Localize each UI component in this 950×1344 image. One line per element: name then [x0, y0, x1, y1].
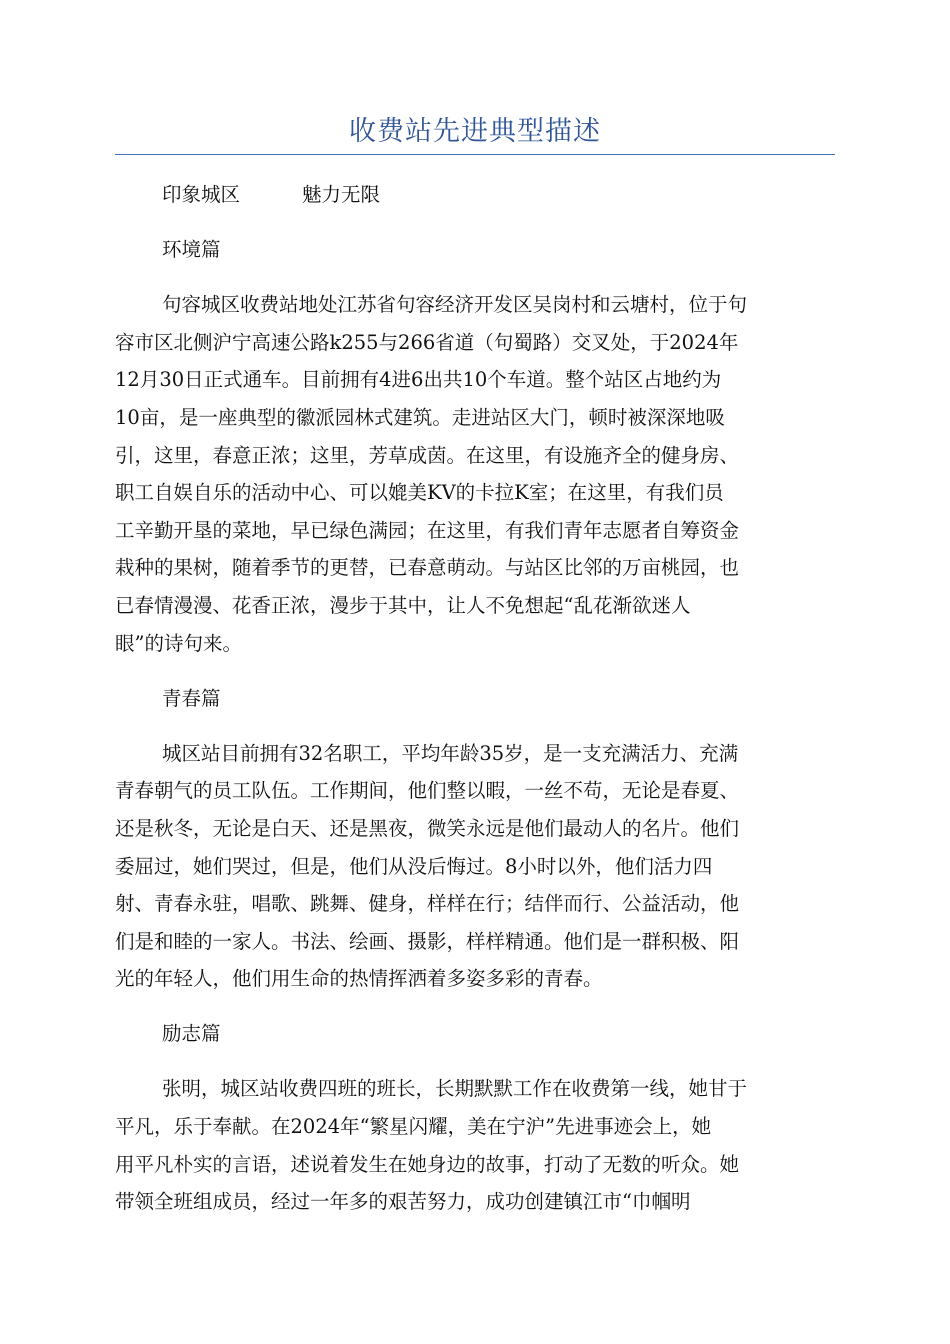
paragraph-line: 委屈过，她们哭过，但是，他们从没后悔过。8小时以外，他们活力四: [115, 854, 713, 878]
section-heading-youth: 青春篇: [162, 686, 221, 710]
paragraph-line: 用平凡朴实的言语，述说着发生在她身边的故事，打动了无数的听众。她: [115, 1152, 740, 1176]
document-title: 收费站先进典型描述: [349, 116, 601, 147]
paragraph-line: 眼”的诗句来。: [115, 631, 242, 655]
paragraph-line: 青春朝气的员工队伍。工作期间，他们整以暇，一丝不苟，无论是春夏、: [115, 779, 740, 803]
paragraph-line: 12月30日正式通车。目前拥有4进6出共10个车道。整个站区占地约为: [115, 368, 722, 392]
paragraph-line: 平凡，乐于奉献。在2024年“繁星闪耀，美在宁沪”先进事迹会上，她: [115, 1115, 712, 1139]
paragraph-youth: [115, 735, 835, 998]
paragraph-environment: [115, 286, 835, 662]
motto-left: 印象城区: [162, 183, 241, 206]
motto-right: 魅力无限: [302, 183, 381, 206]
paragraph-line: 已春情漫漫、花香正浓，漫步于其中，让人不免想起“乱花渐欲迷人: [115, 593, 691, 617]
paragraph-line: 容市区北侧沪宁高速公路k255与266省道（句蜀路）交叉处，于2024年: [115, 330, 739, 354]
section-heading-environment: 环境篇: [162, 238, 221, 262]
paragraph-line: 光的年轻人，他们用生命的热情挥洒着多姿多彩的青春。: [115, 967, 603, 991]
motto-line: [115, 176, 835, 214]
paragraph-line: 栽种的果树，随着季节的更替，已春意萌动。与站区比邻的万亩桃园，也: [115, 556, 740, 580]
paragraph-line: 句容城区收费站地处江苏省句容经济开发区吴岗村和云塘村，位于句: [162, 293, 748, 317]
paragraph-line: 引，这里，春意正浓；这里，芳草成茵。在这里，有设施齐全的健身房、: [115, 443, 740, 467]
document-body: [115, 176, 835, 1238]
paragraph-line: 10亩，是一座典型的徽派园林式建筑。走进站区大门，顿时被深深地吸: [115, 405, 725, 429]
paragraph-line: 带领全班组成员，经过一年多的艰苦努力，成功创建镇江市“巾帼明: [115, 1190, 691, 1214]
paragraph-line: 射、青春永驻，唱歌、跳舞、健身，样样在行；结伴而行、公益活动，他: [115, 892, 740, 916]
section-heading-inspiration: 励志篇: [162, 1022, 221, 1046]
paragraph-line: 城区站目前拥有32名职工，平均年龄35岁，是一支充满活力、充满: [162, 741, 739, 765]
title-underline: [115, 154, 835, 155]
paragraph-line: 张明，城区站收费四班的班长，长期默默工作在收费第一线，她甘于: [162, 1077, 748, 1101]
paragraph-line: 职工自娱自乐的活动中心、可以媲美KV的卡拉K室；在这里，有我们员: [115, 481, 724, 505]
paragraph-line: 还是秋冬，无论是白天、还是黑夜，微笑永远是他们最动人的名片。他们: [115, 816, 740, 840]
paragraph-line: 们是和睦的一家人。书法、绘画、摄影，样样精通。他们是一群积极、阳: [115, 929, 740, 953]
paragraph-line: 工辛勤开垦的菜地，早已绿色满园；在这里，有我们青年志愿者自筹资金: [115, 518, 740, 542]
paragraph-inspiration: [115, 1070, 835, 1220]
